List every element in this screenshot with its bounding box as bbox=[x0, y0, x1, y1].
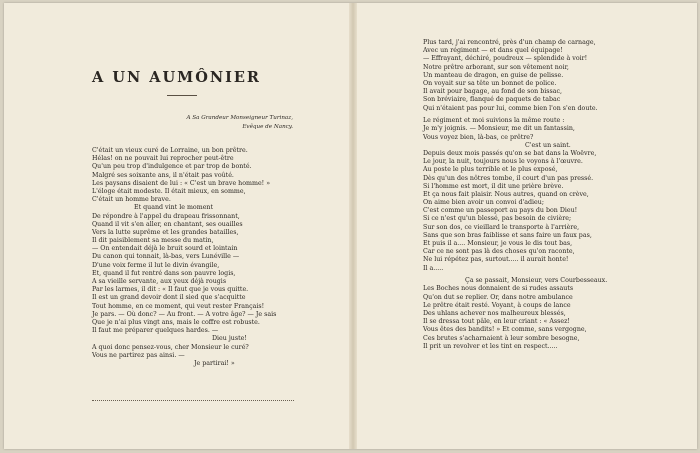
verse-line: Il avait pour bagage, au fond de son bissac, bbox=[423, 88, 562, 96]
verse-line: Et, quand il fut rentré dans son pauvre logis, bbox=[92, 269, 236, 277]
verse-line: Il faut me préparer quelques hardes. — bbox=[92, 327, 219, 335]
right-verse bbox=[423, 39, 683, 351]
left-page bbox=[4, 3, 349, 449]
verse-line: Et puis il a.... Monsieur, je vous le dis tout bas, bbox=[423, 240, 573, 247]
verse-line: Par les larmes, il dit : « Il faut que je vous quitte. bbox=[92, 286, 249, 294]
verse-line: Les Boches nous donnaient de si rudes assauts bbox=[423, 285, 574, 293]
verse-line: Que je n'ai plus vingt ans, mais le coffre est robuste. bbox=[92, 318, 260, 326]
dedication-line: A Sa Grandeur Monseigneur Turinaz, bbox=[186, 115, 293, 121]
verse-line: Depuis deux mois passés qu'on se bat dans la Woëvre, bbox=[423, 149, 597, 157]
verse-line: Ne lui répétez pas, surtout..... il aurait honte! bbox=[423, 256, 569, 264]
verse-line: Des uhlans achever nos malheureux blessés, bbox=[423, 310, 566, 317]
booklet-spread bbox=[4, 3, 697, 449]
verse-line: On voyait sur sa tête un bonnet de police. bbox=[423, 79, 557, 87]
verse-line: Il est un grand devoir dont il sied que s'acquitte bbox=[92, 294, 246, 302]
poem-title: A UN AUMÔNIER bbox=[92, 69, 261, 86]
verse-line: Dès qu'un des nôtres tombe, il court d'un pas pressé. bbox=[423, 174, 594, 182]
verse-line: Au poste le plus terrible et le plus exposé, bbox=[423, 166, 558, 174]
verse-line: Son bréviaire, flanqué de paquets de tabac bbox=[423, 96, 561, 104]
dedication-line: Evêque de Nancy. bbox=[242, 123, 293, 130]
verse-line: Vers la lutte suprême et les grandes batailles, bbox=[92, 228, 239, 236]
verse-line: Du canon qui tonnait, là-bas, vers Lunéville — bbox=[92, 253, 240, 261]
verse-line: Vous êtes des bandits! » Et comme, sans vergogne, bbox=[423, 326, 587, 334]
verse-line: Sur son dos, ce vieillard le transporte à l'arrière, bbox=[423, 223, 580, 231]
verse-line: D'une voix ferme il lut le divin évangile, bbox=[92, 261, 220, 269]
verse-line: Le jour, la nuit, toujours nous le voyons à l'œuvre. bbox=[423, 158, 583, 166]
verse-line: Les paysans disaient de lui : « C'est un brave homme! » bbox=[92, 179, 271, 187]
verse-line: C'était un homme brave. bbox=[92, 196, 171, 204]
dedication bbox=[93, 114, 293, 131]
dotted-separator bbox=[92, 400, 294, 401]
verse-line: Le prêtre était resté. Voyant, à coups de lance bbox=[423, 301, 571, 309]
verse-line: Dieu juste! bbox=[212, 335, 247, 343]
verse-line: De répondre à l'appel du drapeau frissonnant, bbox=[92, 212, 240, 220]
page-gutter bbox=[349, 3, 357, 449]
verse-line: Plus tard, j'ai rencontré, près d'un champ de carnage, bbox=[423, 39, 596, 46]
title-rule bbox=[167, 95, 197, 96]
verse-line: Ces brutes s'acharnaient à leur sombre besogne, bbox=[423, 334, 580, 342]
verse-line: Qu'un peu trop d'indulgence et par trop de bonté. bbox=[92, 163, 252, 171]
verse-line: Si l'homme est mort, il dit une prière brève. bbox=[423, 182, 564, 190]
verse-line: Sans que son bras faiblisse et sans faire un faux pas, bbox=[423, 231, 592, 239]
right-page bbox=[357, 3, 697, 449]
verse-line: Vous ne partirez pas ainsi. — bbox=[92, 351, 185, 359]
verse-line: Et quand vint le moment bbox=[134, 204, 214, 212]
verse-line: — On entendait déjà le bruit sourd et lointain bbox=[92, 245, 238, 253]
verse-line: — Effrayant, déchiré, poudreux — splendide à voir! bbox=[423, 55, 588, 63]
verse-line: Je pars. — Où donc? — Au front. — A votre âge? — Je sais bbox=[92, 310, 277, 318]
verse-line: A quoi donc pensez-vous, cher Monsieur le curé? bbox=[92, 343, 249, 351]
verse-line: Il se dressa tout pâle, en leur criant : « Assez! bbox=[423, 318, 570, 326]
verse-line: Qu'on dut se replier. Or, dans notre ambulance bbox=[423, 293, 573, 301]
verse-line: Vous voyez bien, là-bas, ce prêtre? bbox=[423, 133, 534, 141]
verse-line: L'éloge était modeste. Il était mieux, en somme, bbox=[92, 187, 246, 195]
verse-line: Quand il vit s'en aller, en chantant, ses ouailles bbox=[92, 220, 243, 228]
verse-line: C'était un vieux curé de Lorraine, un bon prêtre. bbox=[92, 147, 248, 154]
verse-line: Je partirai! » bbox=[194, 359, 235, 367]
verse-line: Avec un régiment — et dans quel équipage! bbox=[423, 47, 563, 55]
verse-line: C'est un saint. bbox=[525, 141, 571, 149]
verse-line: Ça se passait, Monsieur, vers Courbesseaux. bbox=[465, 277, 608, 285]
verse-line: Je m'y joignis. — Monsieur, me dit un fantassin, bbox=[423, 125, 575, 133]
verse-line: Malgré ses soixante ans, il n'était pas voûté. bbox=[92, 171, 234, 179]
verse-line: Tout homme, en ce moment, qui veut rester Français! bbox=[92, 302, 265, 310]
verse-line: Et ça nous fait plaisir. Nous autres, quand on crève, bbox=[423, 190, 589, 198]
verse-line: Si ce n'est qu'un blessé, pas besoin de civière; bbox=[423, 215, 572, 223]
verse-line: On aime bien avoir un convoi d'adieu; bbox=[423, 199, 544, 207]
verse-line: C'est comme un passeport au pays du bon Dieu! bbox=[423, 207, 578, 215]
verse-line: Le régiment et moi suivions la même route : bbox=[423, 117, 565, 125]
verse-line: Hélas! on ne pouvait lui reprocher peut-être bbox=[92, 155, 234, 163]
verse-line: A sa vieille servante, aux yeux déjà rougis bbox=[92, 278, 227, 285]
verse-line: Il a..... bbox=[423, 264, 444, 272]
verse-line: Un manteau de dragon, en guise de pelisse. bbox=[423, 71, 564, 79]
verse-line: Notre prêtre arborant, sur son vêtement noir, bbox=[423, 63, 569, 71]
verse-line: Car ce ne sont pas là des choses qu'on raconte, bbox=[423, 248, 575, 256]
left-verse bbox=[92, 147, 312, 368]
verse-line: Il dit paisiblement sa messe du matin, bbox=[92, 237, 214, 245]
verse-line: Qui n'étaient pas pour lui, comme bien l'on s'en doute. bbox=[423, 104, 598, 112]
verse-line: Il prit un revolver et les tint en respect..... bbox=[423, 342, 558, 350]
